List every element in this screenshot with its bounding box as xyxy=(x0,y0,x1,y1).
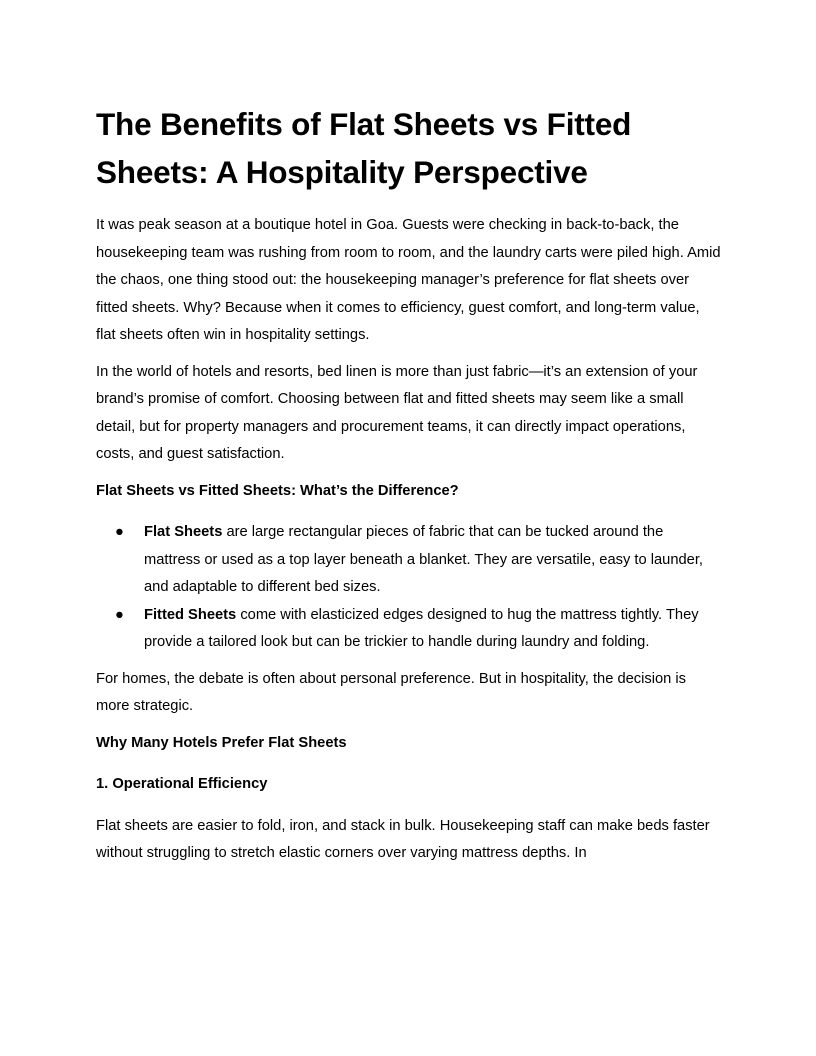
list-item-term: Flat Sheets xyxy=(144,524,223,540)
document-page xyxy=(96,100,722,877)
after-list-paragraph: For homes, the debate is often about personal preference. But in hospitality, the decision is more strategic. xyxy=(96,670,687,714)
list-item-text: are large rectangular pieces of fabric that can be tucked around the mattress or used as a top layer beneath a blanket. They are versatile, easy to launder, and adaptable to different bed sizes. xyxy=(144,524,703,595)
list-item-term: Fitted Sheets xyxy=(144,606,237,623)
heading-difference: Flat Sheets vs Fitted Sheets: What’s the Difference? xyxy=(96,482,459,499)
bullet-icon: ● xyxy=(115,606,124,623)
heading-why-flat: Why Many Hotels Prefer Flat Sheets xyxy=(96,734,347,751)
list-item-text: come with elasticized edges designed to hug the mattress tightly. They provide a tailored look but can be trickier to handle during laundry and folding. xyxy=(144,606,699,650)
list-item-flat-sheets xyxy=(96,519,722,602)
page-title: The Benefits of Flat Sheets vs Fitted Sheets: A Hospitality Perspective xyxy=(96,106,632,190)
heading-operational-efficiency: 1. Operational Efficiency xyxy=(96,776,268,792)
efficiency-paragraph: Flat sheets are easier to fold, iron, and stack in bulk. Housekeeping staff can make beds faster without struggling to stretch elastic corners over varying mattress depths. In xyxy=(96,817,710,861)
intro-paragraph-1: It was peak season at a boutique hotel in Goa. Guests were checking in back-to-back, the housekeeping team was rushing from room to room, and the laundry carts were piled high. Amid the chaos, one thing stood out: the housekeeping manager’s preference for flat sheets over fitted sheets. Why? Because when it comes to efficiency, guest comfort, and long-term value, flat sheets often win in hospitality settings. xyxy=(96,217,721,343)
intro-paragraph-2: In the world of hotels and resorts, bed linen is more than just fabric—it’s an extension of your brand’s promise of comfort. Choosing between flat and fitted sheets may seem like a small detail, but for property managers and procurement teams, it can directly impact operations, costs, and guest satisfaction. xyxy=(96,363,698,462)
sheet-types-list xyxy=(96,519,722,657)
bullet-icon: ● xyxy=(115,524,124,540)
list-item-fitted-sheets xyxy=(96,602,722,657)
